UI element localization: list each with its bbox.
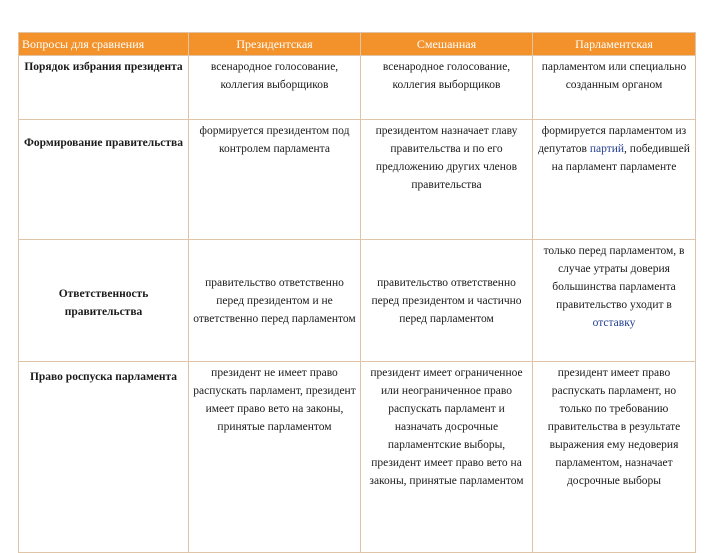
cell-mixed: президентом назначает главу правительства и по его предложению других членов правительства	[361, 120, 533, 240]
header-mixed: Смешанная	[361, 33, 533, 56]
table-row	[19, 240, 696, 362]
cell-mixed: президент имеет ограниченное или неограниченное право распускать парламент и назначать досрочные парламентские выборы, президент имеет право вето на законы, принятые парламентом	[361, 362, 533, 553]
cell-mixed: правительство ответственно перед президентом и частично перед парламентом	[361, 240, 533, 362]
header-questions: Вопросы для сравнения	[19, 33, 189, 56]
cell-text: , победившей на парламент парламенте	[551, 143, 690, 173]
row-question: Формирование правительства	[19, 120, 189, 240]
comparison-table	[18, 32, 696, 553]
cell-parliamentary: президент имеет право распускать парламент, но только по требованию правительства в результате выражения ему недоверия парламентом, назначает досрочные выборы	[533, 362, 696, 553]
row-question: Ответственность правительства	[19, 240, 189, 362]
cell-parliamentary	[533, 120, 696, 240]
cell-presidential: президент не имеет право распускать парламент, президент имеет право вето на законы, принятые парламентом	[189, 362, 361, 553]
cell-text: формируется парламентом из депутатов	[538, 125, 687, 155]
table-row	[19, 56, 696, 120]
cell-presidential: всенародное голосование, коллегия выборщиков	[189, 56, 361, 120]
cell-parliamentary: парламентом или специально созданным органом	[533, 56, 696, 120]
header-presidential: Президентская	[189, 33, 361, 56]
header-parliamentary: Парламентская	[533, 33, 696, 56]
row-question: Порядок избрания президента	[19, 56, 189, 120]
cell-text: только перед парламентом, в случае утраты доверия большинства парламента правительство уходит в	[543, 245, 685, 311]
row-question: Право роспуска парламента	[19, 362, 189, 553]
table-header-row	[19, 33, 696, 56]
table-row	[19, 362, 696, 553]
cell-presidential: формируется президентом под контролем парламента	[189, 120, 361, 240]
cell-parliamentary	[533, 240, 696, 362]
party-link[interactable]: партий	[589, 143, 625, 155]
cell-mixed: всенародное голосование, коллегия выборщиков	[361, 56, 533, 120]
cell-presidential: правительство ответственно перед президентом и не ответственно перед парламентом	[189, 240, 361, 362]
resignation-link[interactable]: отставку	[592, 317, 636, 329]
table-row	[19, 120, 696, 240]
